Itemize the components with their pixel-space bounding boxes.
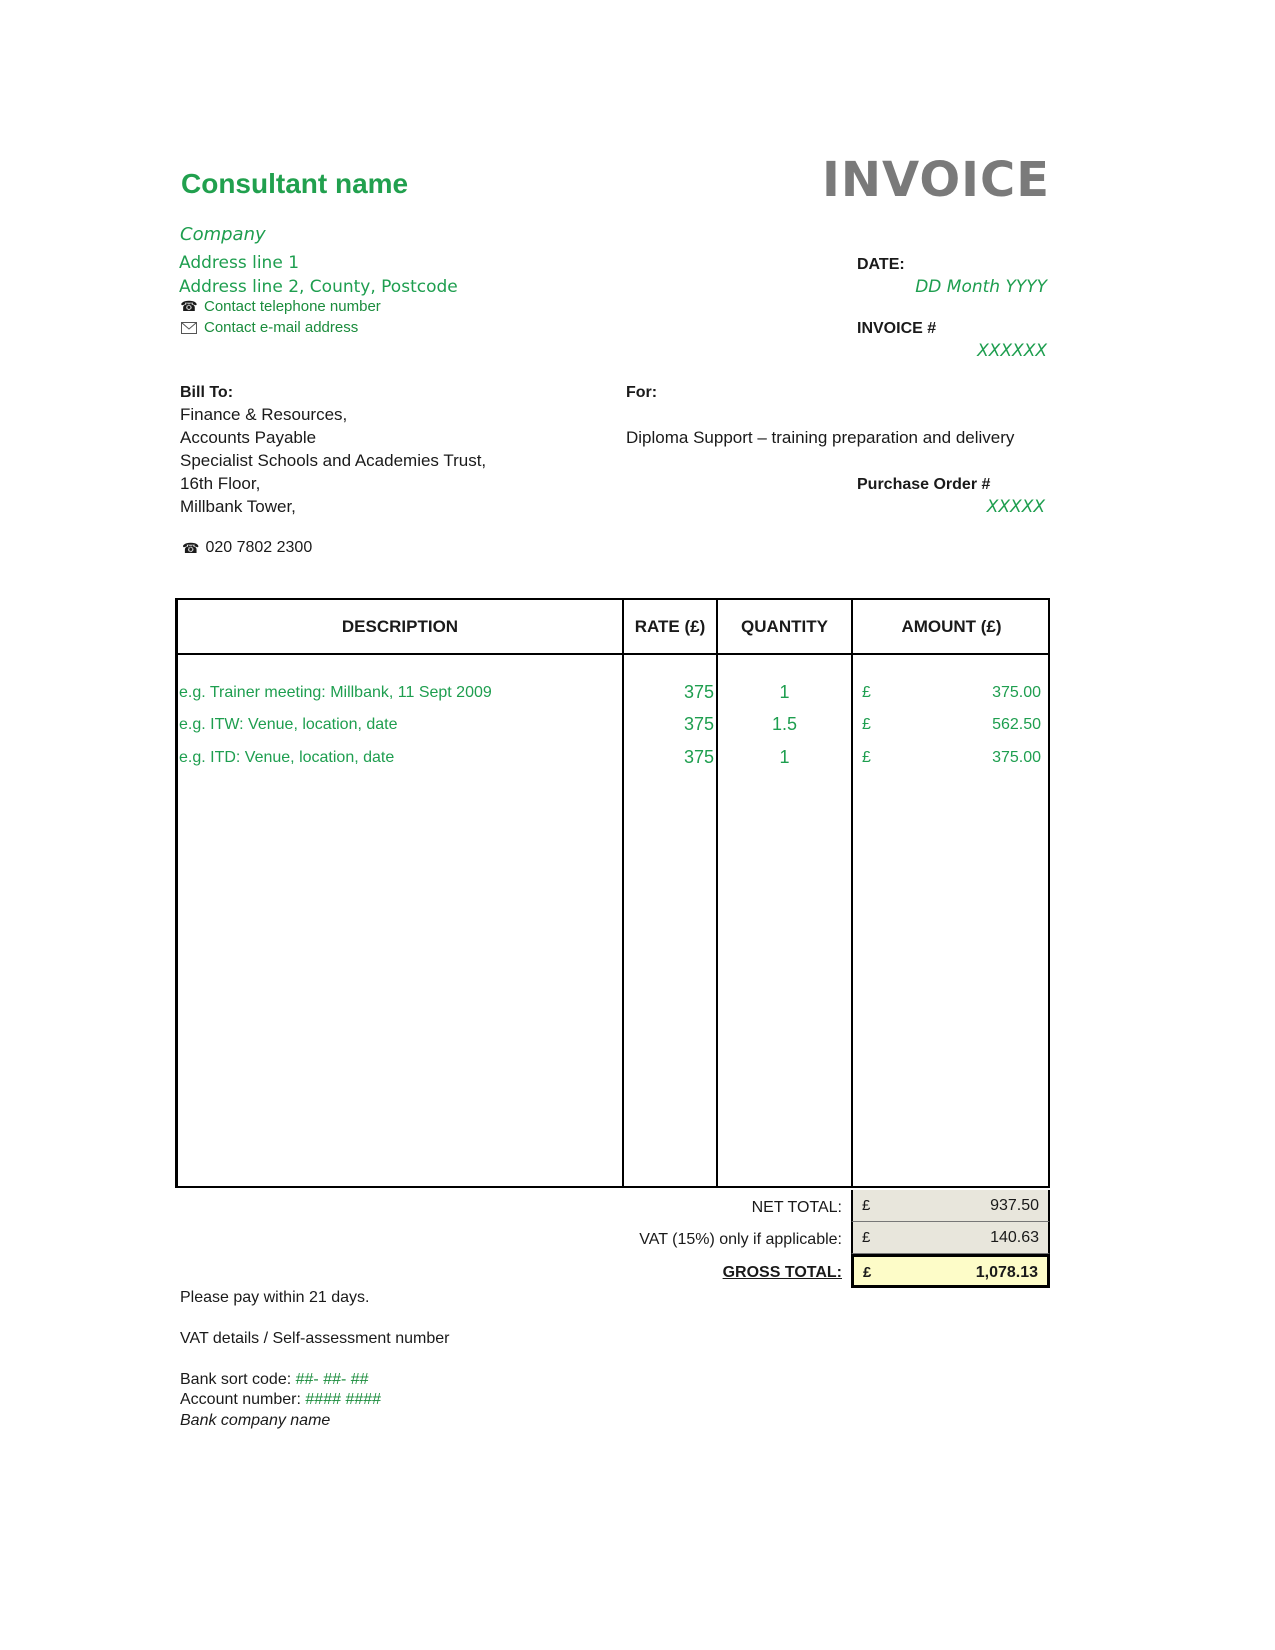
vat-box — [851, 1222, 1050, 1254]
telephone-icon: ☎ — [180, 298, 198, 314]
item-description: e.g. Trainer meeting: Millbank, 11 Sept 2009 — [179, 684, 492, 701]
bill-to-line: Accounts Payable — [180, 428, 317, 447]
column-divider — [851, 598, 853, 1188]
envelope-icon — [180, 322, 198, 334]
for-label: For: — [626, 384, 658, 401]
purchase-order-value: XXXXX — [986, 497, 1045, 517]
bill-to-line: Specialist Schools and Academies Trust, — [180, 451, 487, 470]
gross-total-label: GROSS TOTAL: — [722, 1264, 842, 1281]
gross-total-currency: £ — [863, 1264, 872, 1281]
column-header-rate: RATE (£) — [634, 617, 706, 636]
bill-to-line: Finance & Resources, — [180, 405, 348, 424]
bill-to-phone — [182, 539, 312, 557]
contact-telephone-text: Contact telephone number — [204, 298, 381, 315]
vat-label: VAT (15%) only if applicable: — [639, 1231, 842, 1248]
account-number — [180, 1391, 381, 1409]
net-total-box — [851, 1190, 1050, 1222]
net-total-currency: £ — [862, 1197, 871, 1214]
item-amount: 375.00 — [992, 684, 1041, 701]
column-header-amount: AMOUNT (£) — [901, 617, 1002, 636]
item-currency: £ — [862, 684, 871, 701]
net-total-label: NET TOTAL: — [751, 1199, 842, 1216]
invoice-number-label: INVOICE # — [857, 320, 937, 337]
contact-email — [180, 319, 358, 336]
item-quantity: 1 — [779, 682, 790, 702]
gross-total-box — [851, 1254, 1050, 1288]
contact-email-text: Contact e-mail address — [204, 319, 359, 336]
item-description: e.g. ITW: Venue, location, date — [179, 716, 398, 733]
item-amount: 375.00 — [992, 749, 1041, 766]
item-quantity: 1 — [779, 747, 790, 767]
item-rate: 375 — [683, 682, 714, 702]
bank-sort-code-label: Bank sort code: — [180, 1371, 292, 1388]
address-line-2: Address line 2, County, Postcode — [179, 277, 458, 297]
vat-currency: £ — [862, 1229, 871, 1246]
bill-to-label: Bill To: — [180, 384, 234, 401]
item-rate: 375 — [683, 714, 714, 734]
column-header-quantity: QUANTITY — [741, 617, 828, 636]
item-quantity: 1.5 — [771, 714, 798, 734]
bank-sort-code-value: ##- ##- ## — [295, 1371, 369, 1388]
bank-company-name: Bank company name — [180, 1412, 331, 1429]
company-name: Company — [180, 224, 266, 245]
bill-to-line: 16th Floor, — [180, 474, 261, 493]
telephone-icon: ☎ — [182, 539, 200, 556]
bill-to-line: Millbank Tower, — [180, 497, 296, 516]
column-header-description: DESCRIPTION — [341, 617, 459, 636]
contact-telephone — [180, 298, 381, 315]
bill-to-phone-text: 020 7802 2300 — [205, 539, 313, 556]
item-rate: 375 — [683, 747, 714, 767]
item-currency: £ — [862, 716, 871, 733]
payment-terms: Please pay within 21 days. — [180, 1289, 370, 1306]
vat-details: VAT details / Self-assessment number — [180, 1330, 450, 1347]
invoice-number-value: XXXXXX — [977, 341, 1047, 361]
bank-sort-code — [180, 1371, 369, 1389]
item-currency: £ — [862, 749, 871, 766]
consultant-name: Consultant name — [181, 168, 409, 199]
net-total-value: 937.50 — [990, 1197, 1039, 1214]
date-value: DD Month YYYY — [915, 277, 1047, 297]
header-divider — [175, 653, 1050, 655]
item-amount: 562.50 — [992, 716, 1041, 733]
column-divider — [622, 598, 624, 1188]
date-label: DATE: — [857, 256, 905, 273]
vat-value: 140.63 — [990, 1229, 1039, 1246]
for-description: Diploma Support – training preparation and delivery — [626, 428, 1015, 447]
purchase-order-label: Purchase Order # — [857, 476, 991, 493]
item-description: e.g. ITD: Venue, location, date — [179, 749, 395, 766]
address-line-1: Address line 1 — [179, 253, 300, 273]
gross-total-value: 1,078.13 — [975, 1264, 1038, 1281]
account-number-label: Account number: — [180, 1391, 301, 1408]
account-number-value: #### #### — [305, 1391, 382, 1408]
invoice-title: INVOICE — [822, 152, 1051, 208]
